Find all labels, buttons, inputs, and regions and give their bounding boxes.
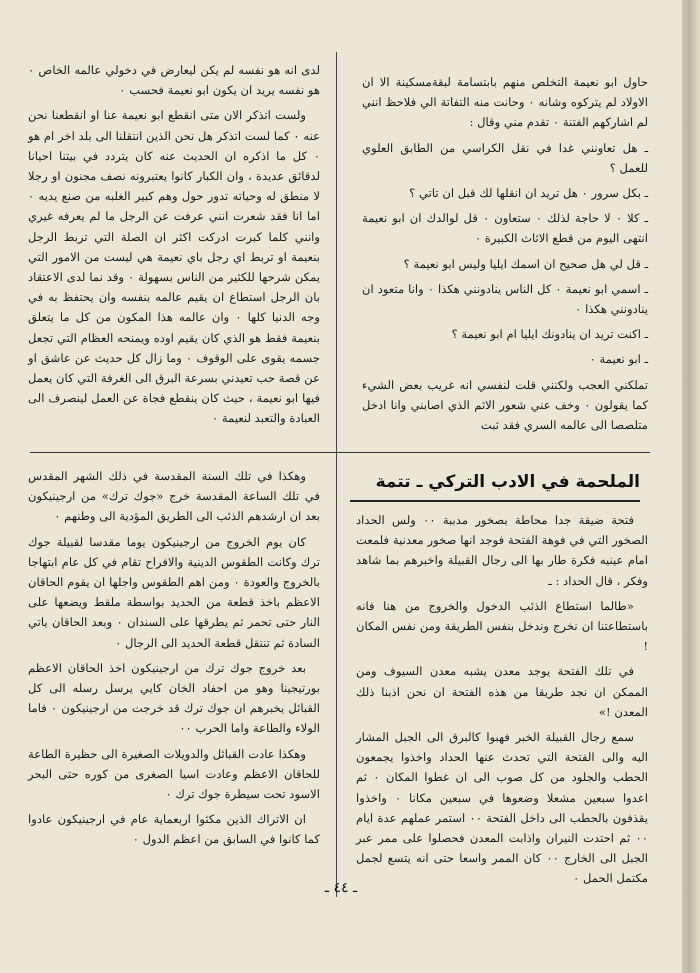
title-underline (350, 500, 640, 502)
paragraph: ـ ابو نعيمة ٠ (589, 352, 648, 367)
paragraph: وهكذا عادت القبائل والدويلات الصغيرة الى حظيرة الطاعة للحاقان الاعظم وعادت اسيا الصغرى من كوره حتى البحر الاسود تحت سيطرة جوك ترك ٠ (28, 746, 320, 802)
bottom-left-column (28, 466, 320, 855)
column-divider (336, 52, 337, 897)
paragraph: ـ اكنت تريد ان ينادونك ايليا ام ابو نعيمة ؟ (451, 327, 648, 342)
book-spine (682, 0, 700, 973)
section-rule (30, 452, 650, 453)
paragraph: وهكذا في تلك السنة المقدسة في ذلك الشهر المقدس في تلك الساعة المقدسة خرج «جوك ترك» من ارجينيكون بعد ان ارشدهم الذئب الى الطريق المؤدية الى وطنهم ٠ (28, 469, 320, 524)
paragraph: فتحة ضيقة جدا محاطة بصخور مدببة ٠٠ ولس الحداد الصخور التي في فوهة الفتحة فوجد انها صخور معدنية فلمعت امام عينيه فكرة طار بها الى رجال القبيلة واخبرهم بما شاهد وفكر ، قال الحداد : ـ (356, 513, 648, 588)
paragraph: ان الاتراك الذين مكثوا اربعماية عام في ارجينيكون عادوا كما كانوا في السابق من اعظم الدول ٠ (28, 812, 320, 847)
paragraph: «طالما استطاع الذئب الدخول والخروج من هنا فانه باستطاعتنا ان نخرج وندخل بنفس الطريقة ومن نفس المكان ! (356, 598, 648, 654)
page-number: ـ ٤٤ ـ (324, 880, 358, 896)
paragraph: كان يوم الخروج من ارجينيكون يوما مقدسا لقبيلة جوك ترك وكانت الطقوس الدينية والافراح تقام في كل عام ابتهاجا بالخروج والعودة ٠ ومن اهم الطقوس واجلها ان يقوم الحاقان الاعظم باخذ قطعة من الحديد بواسطة ملقط ويضعها على النار حتى تحمر ثم يطرقها على السندان ٠ وبعد الحاقان ياتي السادة ثم تنتقل قطعة الحديد الى الرجال ٠ (28, 534, 320, 650)
paragraph: بعد خروج جوك ترك من ارجينيكون اخذ الحاقان الاعظم بورتيجينا وهو من احفاد الخان كايي يرسل رسله الى كل القبائل يخبرهم ان جوك ترك قد خرجت من ارجينيكون ٠ فاما الولاء والطاعة واما الحرب ٠٠ (28, 660, 320, 736)
paragraph: في تلك الفتحة يوجد معدن يشبه معدن السيوف ومن الممكن ان نجد طريقا من هذه الفتحة ان نحن اذبنا ذلك المعدن !» (356, 664, 648, 719)
top-left-column (28, 60, 320, 434)
paragraph: حاول ابو نعيمة التخلص منهم بابتسامة لبقةمسكينة الا ان الاولاد لم يتركوه وشانه ٠ وحانت منه التفاتة الي فلاحظ انني لم اشاركهم الفتنة ٠ تقدم مني وقال : (362, 75, 648, 130)
paragraph: ـ كلا ٠ لا حاجة لذلك ٠ ستعاون ٠ قل لوالدك ان ابو نعيمة انتهى اليوم من قطع الاثاث الكبيرة ٠ (362, 211, 648, 246)
top-right-column (362, 72, 648, 440)
paragraph: ـ قل لي هل صحيح ان اسمك ايليا وليس ابو نعيمة ؟ (403, 256, 648, 271)
paragraph: لدى انه هو نفسه لم يكن ليعارض في دخولي عالمه الخاص ٠ هو نفسه يريد ان يكون ابو نعيمة فحسب ٠ (28, 63, 320, 98)
article-title: الملحمة في الادب التركي ـ تتمة (375, 472, 640, 492)
paragraph: سمع رجال القبيلة الخبر فهبوا كالبرق الى الجبل المشار اليه والى الفتحة التي تحدث عنها الحداد واخذوا يجمعون الحطب والجلود من كل صوب الى ان غطوا المكان ٠ ثم اعدوا سبعين مشعلا وضعوها في سبعين مكانا ٠ واخذوا يقذفون بالحطب الى داخل الفتحة ٠٠ استمر عملهم عدة ايام ٠٠ ثم احتدت النيران واذابت المعدن فحصلوا على ممر عبر الجبل الى الخارج ٠٠ كان الممر واسعا حتى انه يتسع لجمل مكتمل الحمل ٠ (356, 730, 649, 886)
bottom-right-column (356, 510, 648, 894)
paragraph: ـ اسمي ابو نعيمة ٠ كل الناس ينادونني هكذا ٠ وانا متعود ان ينادونني هكذا ٠ (362, 281, 648, 317)
paragraph: تملكني العجب ولكنني قلت لنفسي انه غريب بعض الشيء كما يقولون ٠ وخف عني شعور الاثم الذي اصابني وانا ادخل متلصصا الى عالمه السري فقد ثبت (362, 377, 649, 433)
paragraph: ـ بكل سرور ٠ هل تريد ان انقلها لك قبل ان تاتي ؟ (409, 186, 648, 201)
paragraph: ولست اتذكر الان متى انقطع ابو نعيمة عنا او انقطعنا نحن عنه ٠ كما لست اتذكر هل نحن الذين انتقلنا الى بلد اخر ام هو ٠ كل ما اذكره ان الحديث عنه كان يتردد في بيتنا احيانا لدقائق عديدة ، وان الكبار كانوا يعتبرونه نصف مجنون او رجلا لا منطق له وحياته تدور حول وهم كبير الغلبه من صنع يديه ٠ اما انا فقد شعرت انني عرفت عن الرجل ما لم يعرفه غيري وانني كلما كبرت ادركت اكثر ان الصلة التي تربط الرجل بنعيمة او تربط اي رجل باي نعيمة هي ليست من الامور التي يمكن شرحها للكثير من الناس بسهولة ٠ وقد نما لدى الاعتقاد بان الرجل استطاع ان يقيم عالمه بنفسه وان يحتفظ به في وجه الدنيا كلها ٠ وان عالمه هذا المكون من كل ما يتعلق بنعيمة فقط هو الذي كان يقيم اوده ويمنحه العظام التي تجعل جسمه يقوى على الوقوف ٠ وما زال كل حديث عن عاشق او عن قصة حب تعيدني بسرعة البرق الى الغرفة التي كان يعمل فيها ابو نعيمة ، حيث كان ينقطع فجاة عن العمل لينصرف الى العبادة والتعبد لنعيمة ٠ (28, 108, 321, 426)
paragraph: ـ هل تعاونني غدا في نقل الكراسي من الطابق العلوي للعمل ؟ (362, 140, 648, 175)
